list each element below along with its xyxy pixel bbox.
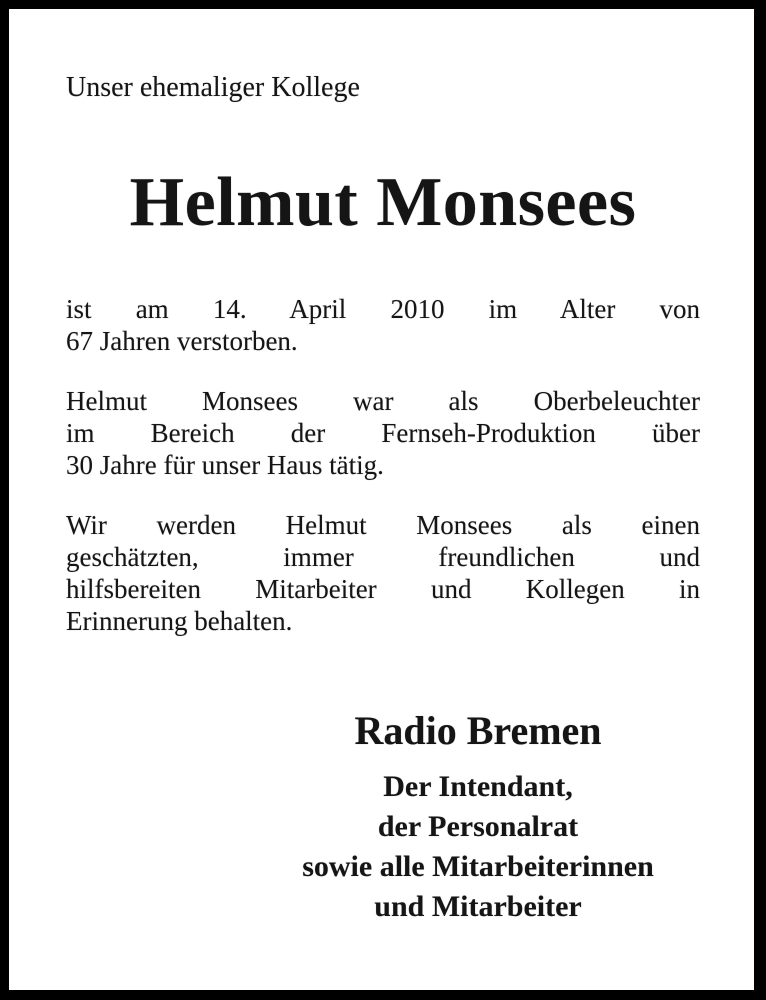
kicker-text: Unser ehemaliger Kollege — [66, 72, 360, 103]
signature-lines — [260, 767, 696, 927]
death-info-paragraph — [66, 293, 700, 357]
deceased-name: Helmut Monsees — [129, 164, 637, 241]
remembrance-paragraph — [66, 509, 700, 637]
text-line: 67 Jahren verstorben. — [66, 326, 298, 356]
memorial-notice — [9, 71, 754, 1000]
text-line: Wir werden Helmut Monsees als einen — [66, 510, 700, 540]
signature-company: Radio Bremen — [354, 708, 602, 753]
signature-line: sowie alle Mitarbeiterinnen — [302, 850, 654, 883]
signature-line: Der Intendant, — [383, 770, 573, 803]
text-line: im Bereich der Fernseh-Produktion über — [66, 418, 700, 448]
text-line: geschätzten, immer freundlichen und — [66, 542, 700, 572]
text-line: 30 Jahre für unser Haus tätig. — [66, 450, 384, 480]
career-paragraph — [66, 385, 700, 481]
text-line: Helmut Monsees war als Oberbeleuchter — [66, 386, 700, 416]
signature-block — [260, 707, 696, 927]
text-line: ist am 14. April 2010 im Alter von — [66, 294, 700, 324]
text-line: Erinnerung behalten. — [66, 606, 293, 636]
signature-line: der Personalrat — [377, 810, 579, 843]
signature-line: und Mitarbeiter — [374, 890, 582, 923]
text-line: hilfsbereiten Mitarbeiter und Kollegen in — [66, 574, 700, 604]
